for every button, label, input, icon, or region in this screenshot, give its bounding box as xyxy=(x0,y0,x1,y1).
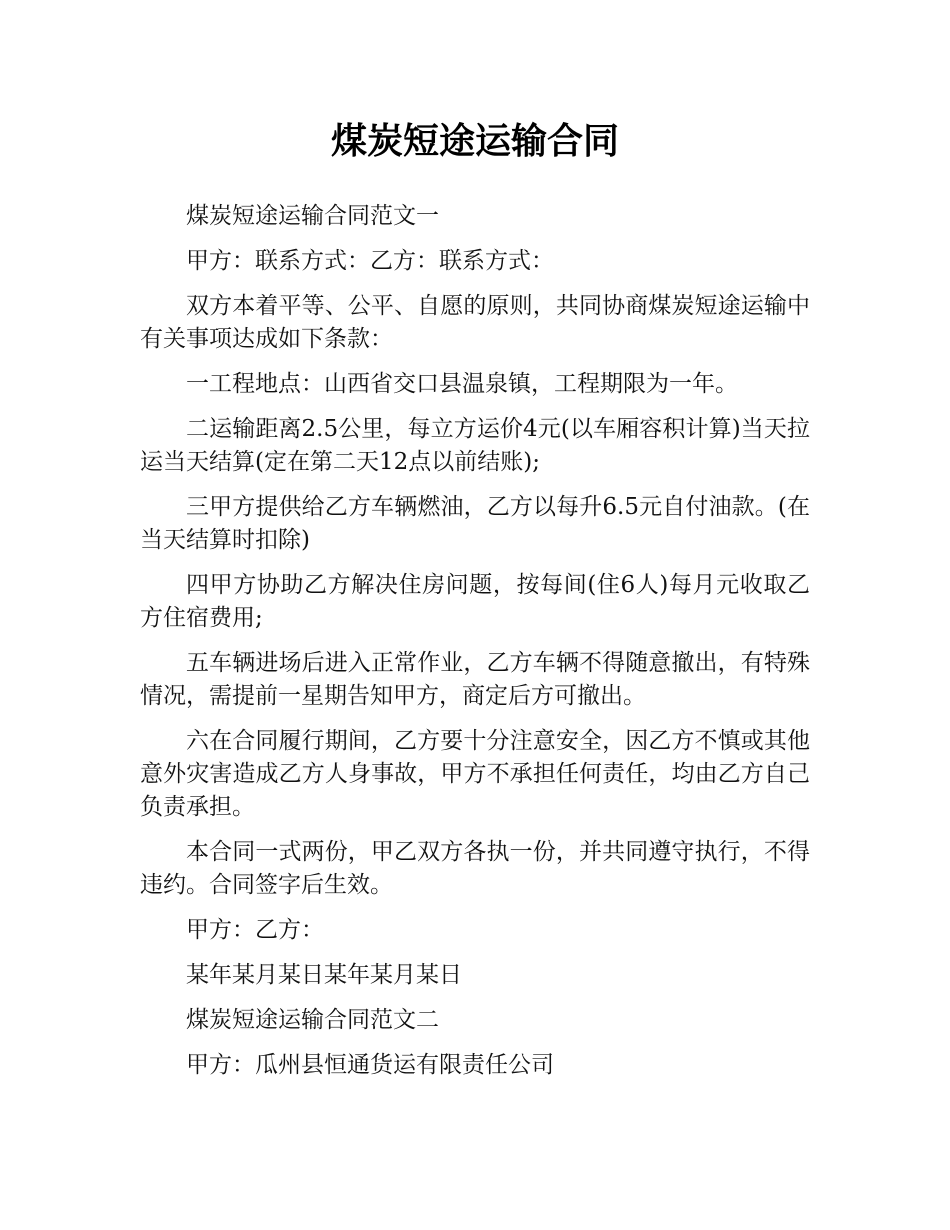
paragraph-preamble: 双方本着平等、公平、自愿的原则，共同协商煤炭短途运输中有关事项达成如下条款： xyxy=(140,293,810,352)
paragraph-clause-5: 五车辆进场后进入正常作业，乙方车辆不得随意撤出，有特殊情况，需提前一星期告知甲方，商定后方可撤出。 xyxy=(140,650,810,709)
paragraph-sample-one-heading: 煤炭短途运输合同范文一 xyxy=(186,203,439,229)
paragraph-dates: 某年某月某日某年某月某日 xyxy=(186,962,462,988)
paragraph-clause-1: 一工程地点：山西省交口县温泉镇，工程期限为一年。 xyxy=(186,371,738,397)
document-title: 煤炭短途运输合同 xyxy=(330,121,619,162)
paragraph-parties-contact: 甲方：联系方式：乙方：联系方式： xyxy=(186,248,554,274)
document-body xyxy=(140,200,810,1094)
paragraph-copies-validity: 本合同一式两份，甲乙双方各执一份，并共同遵守执行，不得违约。合同签字后生效。 xyxy=(140,839,810,898)
paragraph-party-a-company: 甲方：瓜州县恒通货运有限责任公司 xyxy=(186,1052,554,1078)
paragraph-sample-two-heading: 煤炭短途运输合同范文二 xyxy=(186,1007,439,1033)
paragraph-clause-4: 四甲方协助乙方解决住房问题，按每间(住6人)每月元收取乙方住宿费用; xyxy=(140,572,810,631)
paragraph-signatures: 甲方：乙方： xyxy=(186,917,324,943)
paragraph-clause-3: 三甲方提供给乙方车辆燃油，乙方以每升6.5元自付油款。(在当天结算时扣除) xyxy=(140,494,810,553)
paragraph-clause-2: 二运输距离2.5公里，每立方运价4元(以车厢容积计算)当天拉运当天结算(定在第二天12点以前结账); xyxy=(140,416,810,475)
paragraph-clause-6: 六在合同履行期间，乙方要十分注意安全，因乙方不慎或其他意外灾害造成乙方人身事故，甲方不承担任何责任，均由乙方自己负责承担。 xyxy=(140,728,810,820)
